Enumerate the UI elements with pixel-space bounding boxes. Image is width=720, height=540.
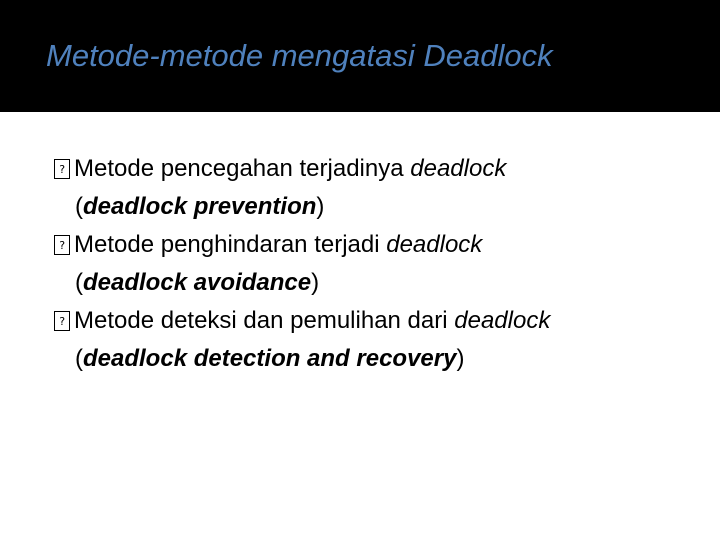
close-paren: ) — [316, 193, 325, 220]
bullet-text: Metode deteksi dan pemulihan dari — [74, 307, 455, 334]
close-paren: ) — [311, 269, 320, 296]
bullet-line-english — [74, 264, 550, 302]
bullet-term: deadlock — [454, 307, 551, 334]
missing-glyph-box-icon: ? — [54, 159, 70, 179]
bullet-item-avoidance — [54, 226, 550, 302]
bullet-item-prevention — [54, 150, 550, 226]
open-paren: ( — [75, 193, 83, 220]
open-paren: ( — [75, 269, 83, 296]
missing-glyph-box-icon: ? — [54, 311, 70, 331]
title-band — [0, 0, 720, 112]
bullet-text: Metode pencegahan terjadinya — [74, 155, 411, 182]
bullet-line-main — [74, 302, 550, 340]
bullet-term: deadlock — [410, 155, 507, 182]
english-term: deadlock avoidance — [83, 269, 312, 296]
english-term: deadlock detection and recovery — [83, 345, 457, 372]
bullet-line-main — [74, 150, 550, 188]
english-term: deadlock prevention — [83, 193, 317, 220]
bullet-line-english — [74, 188, 550, 226]
slide-title: Metode-metode mengatasi Deadlock — [46, 38, 553, 73]
bullet-item-detection — [54, 302, 550, 378]
bullet-term: deadlock — [386, 231, 483, 258]
bullet-line-english — [74, 340, 550, 378]
close-paren: ) — [456, 345, 465, 372]
bullet-line-main — [74, 226, 550, 264]
bullet-list — [54, 150, 550, 378]
missing-glyph-box-icon: ? — [54, 235, 70, 255]
open-paren: ( — [75, 345, 83, 372]
bullet-text: Metode penghindaran terjadi — [74, 231, 387, 258]
